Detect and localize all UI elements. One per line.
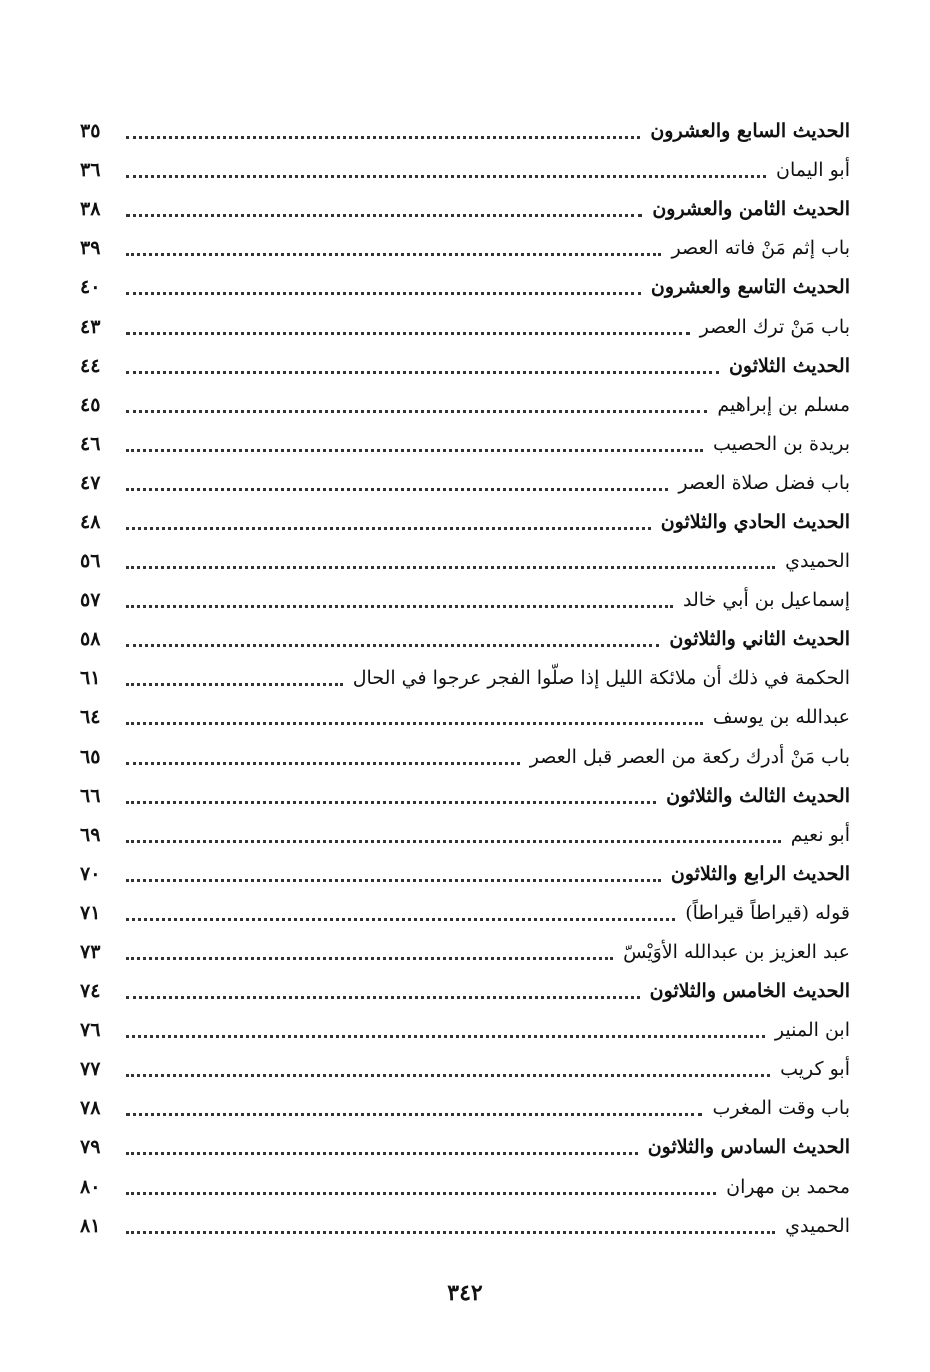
toc-entry-title: عبدالله بن يوسف — [712, 706, 850, 729]
toc-entry-title: باب وقت المغرب — [712, 1097, 850, 1120]
dot-leader — [126, 644, 659, 647]
toc-entry-page: ٥٦ — [80, 550, 101, 573]
dot-leader — [126, 1074, 770, 1077]
toc-entry — [80, 894, 850, 933]
toc-entry-page: ٤٥ — [80, 393, 101, 416]
toc-entry-page: ٧٦ — [80, 1019, 101, 1042]
toc-heading-title: الحديث الثلاثون — [728, 354, 850, 377]
toc-entry-title: عبد العزيز بن عبدالله الأوَيْسّ — [623, 941, 850, 964]
dot-leader — [126, 762, 520, 765]
toc-entry-title: محمد بن مهران — [726, 1175, 850, 1198]
toc-entry-page: ٧٩ — [80, 1136, 101, 1159]
dot-leader — [126, 1035, 765, 1038]
toc-heading-title: الحديث الثامن والعشرون — [652, 198, 850, 221]
toc-entry-page: ٧٣ — [80, 941, 101, 964]
toc-entry — [80, 659, 850, 698]
toc-entry — [80, 1128, 850, 1167]
toc-entry — [80, 620, 850, 659]
dot-leader — [126, 253, 661, 256]
toc-entry-page: ٣٦ — [80, 159, 101, 182]
dot-leader — [126, 1113, 702, 1116]
toc-entry-title: الحكمة في ذلك أن ملائكة الليل إذا صلّوا الفجر عرجوا في الحال — [352, 667, 850, 690]
toc-entry-title: الحميدي — [785, 550, 850, 573]
toc-entry — [80, 542, 850, 581]
toc-entry-page: ٨١ — [80, 1214, 101, 1237]
toc-entry — [80, 229, 850, 268]
dot-leader — [126, 722, 703, 725]
toc-entry-page: ٧٠ — [80, 862, 101, 885]
toc-entry — [80, 698, 850, 737]
toc-entry — [80, 503, 850, 542]
toc-heading-title: الحديث السادس والثلاثون — [647, 1136, 850, 1159]
toc-entry-title: بريدة بن الحصيب — [712, 432, 850, 455]
toc-entry — [80, 151, 850, 190]
toc-entry — [80, 190, 850, 229]
dot-leader — [126, 214, 642, 217]
toc-entry-page: ٨٠ — [80, 1175, 101, 1198]
toc-entry-page: ٤٨ — [80, 510, 101, 533]
dot-leader — [126, 371, 719, 374]
toc-entry — [80, 855, 850, 894]
toc-entry — [80, 738, 850, 777]
toc-heading-title: الحديث الرابع والثلاثون — [670, 862, 850, 885]
toc-entry-page: ٤٤ — [80, 354, 101, 377]
toc-entry-page: ٥٨ — [80, 628, 101, 651]
toc-entry-page: ٣٥ — [80, 120, 101, 143]
toc-entry-page: ٧٨ — [80, 1097, 101, 1120]
toc-entry — [80, 386, 850, 425]
dot-leader — [126, 488, 668, 491]
toc-entry-page: ٣٩ — [80, 237, 101, 260]
toc-entry — [80, 1089, 850, 1128]
toc-entry — [80, 933, 850, 972]
dot-leader — [126, 136, 640, 139]
toc-entry-page: ٤٠ — [80, 276, 101, 299]
toc-entry-title: باب مَنْ أدرك ركعة من العصر قبل العصر — [529, 745, 850, 768]
dot-leader — [126, 292, 641, 295]
toc-heading-title: الحديث التاسع والعشرون — [650, 276, 850, 299]
dot-leader — [126, 175, 766, 178]
toc-entry-title: باب مَنْ ترك العصر — [699, 315, 850, 338]
dot-leader — [126, 683, 343, 686]
toc-entry-page: ٦٩ — [80, 823, 101, 846]
dot-leader — [126, 1152, 638, 1155]
toc-entry — [80, 347, 850, 386]
dot-leader — [126, 1192, 716, 1195]
table-of-contents — [80, 112, 850, 1246]
toc-entry — [80, 425, 850, 464]
dot-leader — [126, 566, 775, 569]
toc-entry-page: ٦٤ — [80, 706, 101, 729]
toc-entry — [80, 816, 850, 855]
toc-entry — [80, 1207, 850, 1246]
toc-entry — [80, 777, 850, 816]
dot-leader — [126, 449, 703, 452]
toc-entry-title: باب إثم مَنْ فاته العصر — [671, 237, 850, 260]
toc-entry-page: ٦١ — [80, 667, 101, 690]
toc-entry — [80, 972, 850, 1011]
toc-entry-page: ٤٦ — [80, 432, 101, 455]
toc-entry — [80, 464, 850, 503]
toc-heading-title: الحديث الثالث والثلاثون — [666, 784, 850, 807]
dot-leader — [126, 1231, 775, 1234]
dot-leader — [126, 996, 640, 999]
dot-leader — [126, 840, 781, 843]
toc-entry — [80, 307, 850, 346]
toc-heading-title: الحديث الخامس والثلاثون — [649, 980, 850, 1003]
dot-leader — [126, 957, 613, 960]
toc-entry-page: ٧٧ — [80, 1058, 101, 1081]
toc-entry-title: إسماعيل بن أبي خالد — [682, 589, 850, 612]
page-number: ٣٤٢ — [447, 1280, 483, 1306]
toc-entry-page: ٤٧ — [80, 471, 101, 494]
toc-entry-page: ٤٣ — [80, 315, 101, 338]
toc-entry-title: قوله (قيراطاً قيراطاً) — [685, 901, 850, 924]
toc-heading-title: الحديث الثاني والثلاثون — [669, 628, 850, 651]
toc-entry — [80, 1011, 850, 1050]
toc-entry-page: ٣٨ — [80, 198, 101, 221]
toc-heading-title: الحديث السابع والعشرون — [650, 120, 850, 143]
toc-entry-page: ٦٦ — [80, 784, 101, 807]
dot-leader — [126, 801, 656, 804]
toc-entry — [80, 268, 850, 307]
toc-entry-title: أبو كريب — [780, 1058, 850, 1081]
toc-entry-title: أبو نعيم — [790, 823, 850, 846]
toc-heading-title: الحديث الحادي والثلاثون — [660, 510, 850, 533]
dot-leader — [126, 410, 707, 413]
toc-entry — [80, 1050, 850, 1089]
toc-entry-page: ٦٥ — [80, 745, 101, 768]
toc-entry-page: ٥٧ — [80, 589, 101, 612]
toc-entry-page: ٧٤ — [80, 980, 101, 1003]
toc-entry — [80, 581, 850, 620]
dot-leader — [126, 332, 690, 335]
dot-leader — [126, 918, 675, 921]
toc-entry-title: مسلم بن إبراهيم — [717, 393, 850, 416]
toc-entry-title: باب فضل صلاة العصر — [678, 471, 850, 494]
toc-entry-page: ٧١ — [80, 901, 101, 924]
toc-entry — [80, 112, 850, 151]
toc-entry-title: الحميدي — [785, 1214, 850, 1237]
toc-entry-title: ابن المنير — [774, 1019, 850, 1042]
dot-leader — [126, 605, 673, 608]
dot-leader — [126, 527, 651, 530]
toc-entry-title: أبو اليمان — [776, 159, 850, 182]
toc-entry — [80, 1168, 850, 1207]
dot-leader — [126, 879, 661, 882]
